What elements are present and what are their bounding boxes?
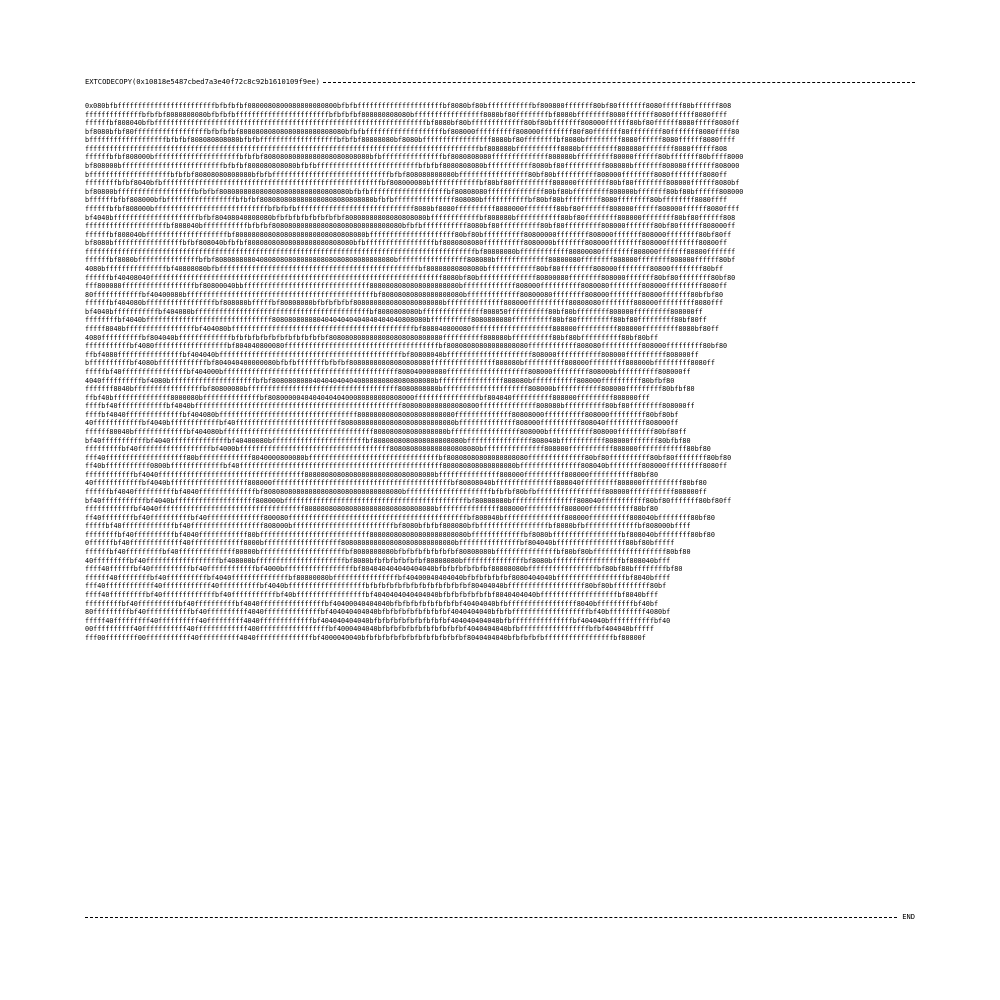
dump-header bbox=[85, 76, 915, 88]
hex-line: fffffffffbf40ffffffffffffffffffbf4000bfffffffffffffffffffffffffffffffffffff8080808080808080808080bfffffffffffffff808000fffffffffff808000ffffffffffff80bf80 bbox=[85, 445, 711, 454]
hex-line: ffffffffffffffbfbfbf8080808080bfbfbfbfffffffffffffffffffffffbfbfbfbf808080808080bfffffffffffffffff8080bf80ffffffffbf8080bffffffff8080fffffff8080ffffff8080ffff bbox=[85, 110, 728, 119]
header-divider bbox=[323, 82, 915, 83]
hex-line: bf40fffffffffffbf4040ffffffffffffffbf40400080bfffffffffffffffffffffffbf8080808080808080808080bffffffffffffffff808040bfffffffffff808000fffffff80bfbf80 bbox=[85, 436, 691, 445]
hex-line: fff00ffffffff00fffffffffff40ffffffffff4040ffffffffffffffbf4000040040bfbfbfbfbfbfbfbfbfbfbfbfbf8040404040bfbfbfbfbfffffffffffffffffbf80800f bbox=[85, 633, 646, 642]
hex-line: bffffffbfbf808000bfbfffffffffffffffffbfbfbf8080808080808080808080808080bfbfbfffffffffffffff808080bfffffffffffbf80bf80bfffffffff8080ffffffff80bffffffff8080ffff bbox=[85, 196, 728, 205]
hex-line: ffff40fffffffffbf40fffffffffffffbf40fffffffffffbf40bfffffffffffffffffbf4040404040404040bfbfbfbfbfbfbf8040404040bfffffffffffffffffffbf8040bfff bbox=[85, 590, 659, 599]
hex-line: ffffffffffffbf4040ffffffffffffffffffffffffffffffffffff80808080808080808080808080808080bfffffffffffffff808000ffffffffff808000fffffffffff80bf80 bbox=[85, 505, 659, 514]
hex-line: ffffff40ffffffffbf40ffffffffffbf4040ffffffffffffffbf80800080bffffffffffffffffbf40400040404040bfbfbfbfbfbf8080404040bfffffffffffffffffbf8040bffff bbox=[85, 573, 671, 582]
hex-line: ffffffbf40fffffffffbf40ffffffffffffff80800bfffffffffffffffffffffbf8080808080bfbfbfbfbfbfbfbf80808080bfffffffffffffffbf80bf80bffffffffffffffffff80bf80 bbox=[85, 548, 691, 557]
hex-line: fffff40fffffffff40ffffffffff40fffffffff4040fffffffffffffbf404040404040bfbfbfbfbfbfbfbfbfbf404040404040bfbfffffffffffffffbf404040bfffffffffffbf40 bbox=[85, 616, 671, 625]
hex-line: ffffffbfbf808000bfffffffffffffffffffffbfbfbf80808080808080808080808080bfbfffffffffffffffbf8080808080ffffffffffffff808080bfffffffff80000ffffff80bfffffff80bffff8000 bbox=[85, 153, 744, 162]
hex-line: fffff8040bfffffffffffffffffbf404080bfffffffffffffffffffffffffffffffffffffffffffffbf808040800080ffffffffffffffffffff808000ffffffffff808000fffffffff8080bf80ff bbox=[85, 325, 719, 334]
dump-footer bbox=[85, 911, 915, 923]
hex-line: ffffffbf4040ffffffffffbf4040ffffffffffffffbf8080808080808080808080808080808080bfffffffffffffffffffffbfbfbf80bfbfffffffffffffffff808000fffffffffff808000ff bbox=[85, 488, 707, 497]
hex-line: ffffffbf808040bfbfffffffffffffffffffffffffffffffffffffffffffffffffffffffffffffffffffbf8080bf80bfffffffffffff80bf80bfffffff808000ffffff80bf80ffffff8080fffff8080ff bbox=[85, 119, 740, 128]
hex-line: ffffffffffffffffffffbf808040bfffffffffffbfbfbf80808080808080808080808080808080bfbfbfffffffffff8080bf80ffffffffff80bf80fffffffff808000fffffff80bf80ffffff808000ff bbox=[85, 222, 736, 231]
hex-line: ffffffbf40408040ffffffffffffffffffffffffffffffffffffffffffffffffffffffffffffffffffffffff8080bf80bffffffffffffff80800080ffffffff808000fffffff80bf80ffffffff80bf80 bbox=[85, 273, 736, 282]
hex-line: 80ffffffffffffbf40400080bffffffffffffffffffffffffffffffffffffffffffffffbf80808080808080808080bfffffffffffff80800080ffffffff808000ffffffff80800fffffff80bfbf80 bbox=[85, 290, 724, 299]
hex-line: ffffbf4040ffffffffffffffbf404080bffffffffffffffffffffffffffffffffff808080808080808080808080ffffffffffffff80808000ffffffffff808000fffffffff80bf80bf bbox=[85, 410, 679, 419]
hex-line: bffffffffffffffffffffbfbfbf80808080808080bfbfbfffffffffffffffffffffffffffffbfbf808080808080bfffffffffffffffff80bf80bffffffffff808000ffffffff8080ffffffff8080ff bbox=[85, 170, 728, 179]
hex-line: fffffbf40ffffffffffffffffbf404000bfffffffffffffffffffffffffffffffffffffffffff808040000080ffffffffffffffffffff808000fffffffff808000bffffffffff808000ff bbox=[85, 367, 691, 376]
hex-line: ffffffffbfbf8040bfbffffffffffffffffffffffffffffffffffffffffffffffffffffffbf808000080bffffffffffffbf80bf80ffffffffff808000ffffffff80bf80ffffffff808000ffffff8080bf bbox=[85, 179, 740, 188]
hex-line: ffffffffffffffffffffffffffffffffffffffffffffffffffffffffffffffffffffffffffffffffffffffffffffffffbf80808080bffffffffffff80800080ffffffff808000fffffff80800fffffff bbox=[85, 247, 736, 256]
hex-line: ffffffbf8080bfffffffffffffffbfbf80808080804080808080808080808080808080808080bfffffffffffffffff808080bfffffffffffff80800080ffffffff808000ffffffff808000ffffff80bf bbox=[85, 256, 736, 265]
hex-line: ffffffbf808040bffffffffffffffffffffbf80808080808080808080808080808080bfffffffffffffffffffff80bf80bffffffffff80800000ffffffff808000fffffff808000ffffffff80bf80ff bbox=[85, 230, 732, 239]
hex-line: 80fffffffffbf40fffffffffffbf40ffffffffff4040ffffffffffffffbf404040404040bfbfbfbfbfbfbfbfbf4040404040bfbfbfffffffffffffffffffbf40bfffffffff4080bf bbox=[85, 608, 671, 617]
hex-line: 00ffffffffff40fffffffffff40fffffffffffff400fffffffffffffffffbf4000404040bfbfbfbfbfbfbfbfbfbfbf4040404040bfbfffffffffffffffffbfbf404040bfffff bbox=[85, 625, 654, 634]
hex-line: 4080bfffffffffffffffbf40808080bfbfffffffffffffffffffffffffffffffffffffffffffffffffbf80808080808080bffffffffffff80bf80ffffffff808000ffffffff80800ffffffff80bff bbox=[85, 264, 724, 273]
hex-line: fffffffffffbf4080ffffffffffffffffffbf804040800080ffffffffffffffffffffffffffffffffffffffbf80808080808080808080ffffffffffff808080ffffffffff808000fffffffff80bf80 bbox=[85, 342, 728, 351]
hex-line: 40ffffffffffffbf4040bfffffffffffffffffff808000ffffffffffffffffffffffffffffffffffffffffffffbf80808040bfffffffffffffff808040fffffffff808000ffffffffff80bf80 bbox=[85, 479, 707, 488]
hex-line: ffff40ffffffbf40ffffffffffbf40ffffffffffffbf4000bfffffffffffffffffbf804040404040404040bfbfbfbfbfbfbf80808080bfffffffffffffffffbf80bf80bffffffffbf80 bbox=[85, 565, 683, 574]
hex-line: 40ffffffffffffbf4040bffffffffffffbf40ffffffffffffffffffffffffff8080808080808080808080808080bffffffffffffff808000ffffffffff808040ffffffffff808000ff bbox=[85, 419, 679, 428]
hex-dump-block bbox=[85, 102, 915, 894]
hex-line: bfffffffffffffffffffbfbfbf808080808080bfbfbfffffffffffffffffffbfbfbf80808080bf8080bfffffffffffffffff8080bf80ffffffffbf8080bfffffffff8080ffffff8080ffffff8080ffff bbox=[85, 136, 736, 145]
hex-line: 4080ffffffffffbf804040bfffffffffffffbfbfbfbfbfbfbfbfbfbfbfbf8080808080808080808080808080ffffffffff808080bffffffffff80bf80bffffffffff80bf80bff bbox=[85, 333, 659, 342]
hex-line: fffffff8040bfffffffffffffffffbf80800080bfffffffffffffffffffffffffffffffffffff8080808080bfffffffffffffffffffff808000bfffffffffff808000fffffffff80bfbf80 bbox=[85, 385, 695, 394]
hex-line: fff800080ffffffffffffffffffbf80800040bbfffffffffffffffffffffffffffffff8080808080808080808080bfffffffffffff808000ffffffffff8080080ffffffff808000fffffffff8080ff bbox=[85, 282, 728, 291]
hex-line: ff40ffffffffbf40ffffffffffbf40ffffffffffffff800080ffffffffffffffffffffffffffffffffffffffffffffbf808040bfffffffffffffff808000ffffffffff808040bffffffff80bf80 bbox=[85, 513, 715, 522]
hex-line: ffffff80040bfffffffffffffbf404080bfffffffffffffffffffffffffffffffffffff808080808080808080bfffffffffffffffff808000bfffffffffff808000fffffffff80bf80ff bbox=[85, 427, 687, 436]
hex-line: bf4040bfffffffffffffffffffffbfbf80408040808080bfbfbfbfbfbfbfbfbf80808080808080808080bffffffffffffbf808080bfffffffffff80bf80ffffffff808000ffffffff80bf80ffffff808 bbox=[85, 213, 736, 222]
dump-title: EXTCODECOPY(0x10818e5487cbed7a3e40f72c8c92b1610109f9ee) bbox=[85, 77, 320, 86]
hex-line: fff40ffffffffffffffffffff80bfffffffffffff8040000800080bffffffffffffffffffffffffffffffffbf80808080808080808080ffffffffffffff80bf80ffffffffff80bf80ffffffff80bf80 bbox=[85, 453, 732, 462]
hex-line: bf40fffffffffffbf4040bffffffffffffffffffff808000bfffffffffffffffffffffffffffffffffffffffffffffbf80808080bffffffffffffffff808040fffffffffff80bf80fffffff80bf80ff bbox=[85, 496, 732, 505]
hex-line: 4040ffffffffffbf4080bfffffffffffffffffffffbfbf8080808080404040404040808080808080808080bffffffffffffffff808080bfffffffffff808000ffffffffff80bfbf80 bbox=[85, 376, 675, 385]
hex-line: ffbf4080ffffffffffffffffbf404040bfffffffffffffffffffffffffffffffffffffffffffffbf80808040bfffffffffffffffffffff808000fffffffffff808000ffffffffff808000ff bbox=[85, 350, 699, 359]
hex-line: 0ffffffbf40fffffffffffff40fffffffffffff8000bfffffffffffffffffff8080808080808080808080808080bfffffffffffffffbf804040bfffffffffffffffff80bf80bfffff bbox=[85, 539, 675, 548]
hex-line: bffffffffffbf4080bffffffffffffbf804040400000080bfbfbfffffffbfbfbf80808080808080808080ffffffffffffffff808080bffffffffff808000fffffffff808000bfffffffff8080ff bbox=[85, 359, 715, 368]
hex-line: fffffffffbf40ffffffffffbf40ffffffffffbf4040ffffffffffffffffbf40400040404040bfbfbfbfbfbfbfbfbf40404040bfbfffffffffffffffff8040bfffffffffbf40bf bbox=[85, 599, 659, 608]
hex-line: ffffffbf404080bfffffffffffffffffbf808080bfffffbf80808080bfbfbfbfbf8080808080808080808080bffffffffffffff808000ffffffffff80808080ffffffff808000fffffffff8080fff bbox=[85, 299, 724, 308]
hex-line: bf80800bfffffffffffffffffffbfbfbf80808080808080808080808080808080bfbfbfffffffffffffffffffbf80808080ffffffffffffff80bf80bfffffffff808000bfffffff80bf80bffffff808000 bbox=[85, 187, 744, 196]
hex-line: bf808000bfffffffffffffffffffffffffbfbfbf808080808080bfbfbfffffffffffffffffffffffffbfbfbf8080808080bfffffffffff8080bf80ffffffffff808080bfffffff808080fffffff808000 bbox=[85, 162, 740, 171]
hex-line: ffffbf40ffffffffffffbf4040bfffffffffffffffffffffffffffffffffffffffffffffffffff8080808080808080800ffffffffffffff808080bffffffffff80bf80ffffffff808000ff bbox=[85, 402, 695, 411]
end-label: END bbox=[902, 912, 915, 921]
hex-line: bf4040bfffffffffffbf404080bfffffffffffffffffffffffffffffffffffffffffffbf8080808080bfffffffffffffff808050ffffffffff80bf80bffffffff808000fffffffff808000ff bbox=[85, 307, 703, 316]
hex-line: ffbf40bffffffffffffff8000080bffffffffffffffbf808000004040404040400080808080808000ffffffffffffffffbf804040ffffffffff808000fffffffff808000fff bbox=[85, 393, 650, 402]
hex-line: ffffffffffffbf4040ffffffffffffffffffffffffffffffffffff80808080808080808080808080808080bfffffffffffffff808000ffffffffff808000fffffffffff80bf80 bbox=[85, 470, 659, 479]
hex-line: ff40bfffffffffff0800bfffffffffffffbf40ffffffffffffffffffffffffffffffffffffffffffffffffff808080808080808080bfffffffffffffff808040bffffffff808000fffffffff8080ff bbox=[85, 462, 728, 471]
footer-divider bbox=[85, 917, 897, 918]
hex-line: ffffffffbf40ffffffffffbf4040ffffffffffff80bfffffffffffffffffffffffffff808080808080808080808080bfffffffffffffbf8080bfffffffffffffffffbf808040bffffffff80bf80 bbox=[85, 530, 715, 539]
hex-line: ffffffbfbf808000bffffffffffffffffffffffffffffbfbfbfbfffffffffffffffffffffffffffff8080bf8080ffffffffff8080000ffffffff80bf80fffffff808000ffffff808000ffffff8080ffff bbox=[85, 204, 740, 213]
hex-line: fffffbf40fffffffffffffbf40ffffffffffffffffff808000bfffffffffffffffffffffffffbf8080bfbfbf808080bfbfffffffffffffffffbf8080bfbfffffffffffffbf808000bffff bbox=[85, 522, 691, 531]
hex-line: 40fffffffffbf40ffffffffffffffffffbf408000bffffffffffffffffffffffbf8080bfbfbfbfbfbfbf80808080bfffffffffffffffbf8080bfffffffffffffffffbf808040bfff bbox=[85, 556, 671, 565]
hex-line: bf8080bfbf80ffffffffffffffffffbfbfbfbf80808080808080808080808080bfbfbfffffffffffffffffffbf808000ffffffffff808000ffffffff80f80fffffff80ffffffff80fffffff8080ffff80 bbox=[85, 127, 740, 136]
hex-line: fffffffffffffffffffffffffffffffffffffffffffffffffffffffffffffffffffffffffffffffffffffffffffffffffbf808080bfffffffffff8080bfffffffff808080ffffffff8080ffffff808 bbox=[85, 144, 728, 153]
hex-line: ffffffffbf4040bfffffffffffffffffffffffffffffff80808080808040404040404040404040808080bffffffffff8080800080ffffffffff80bf80fffffffff80bf80fffffffff80bf80ff bbox=[85, 316, 707, 325]
hex-line: 0x080bfbffffffffffffffffffffffffbfbfbfbf0800080800080800080800bfbfbfffffffffffffffffffffbf8080bf80bfffffffffffbf800800fffffff80bf80fffffff8080fffff80bffffff808 bbox=[85, 102, 732, 110]
hex-line: fff40ffffffffffff40ffffffffffff40ffffffffffbf4040bfffffffffffffffffffbfbfbfbfbfbfbfbfbfbfbfbfbf80404040bfffffffffffffffffff80bf80bfffffffff80bf bbox=[85, 582, 667, 591]
hex-line: bf8080bfffffffffffffffffbfbf808040bfbfbf80808080808080808080808080bfbfffffffffffffffffbf8080808080ffffffffff8080000bfffffff808000ffffffff808000ffffffff80800ff bbox=[85, 239, 728, 248]
